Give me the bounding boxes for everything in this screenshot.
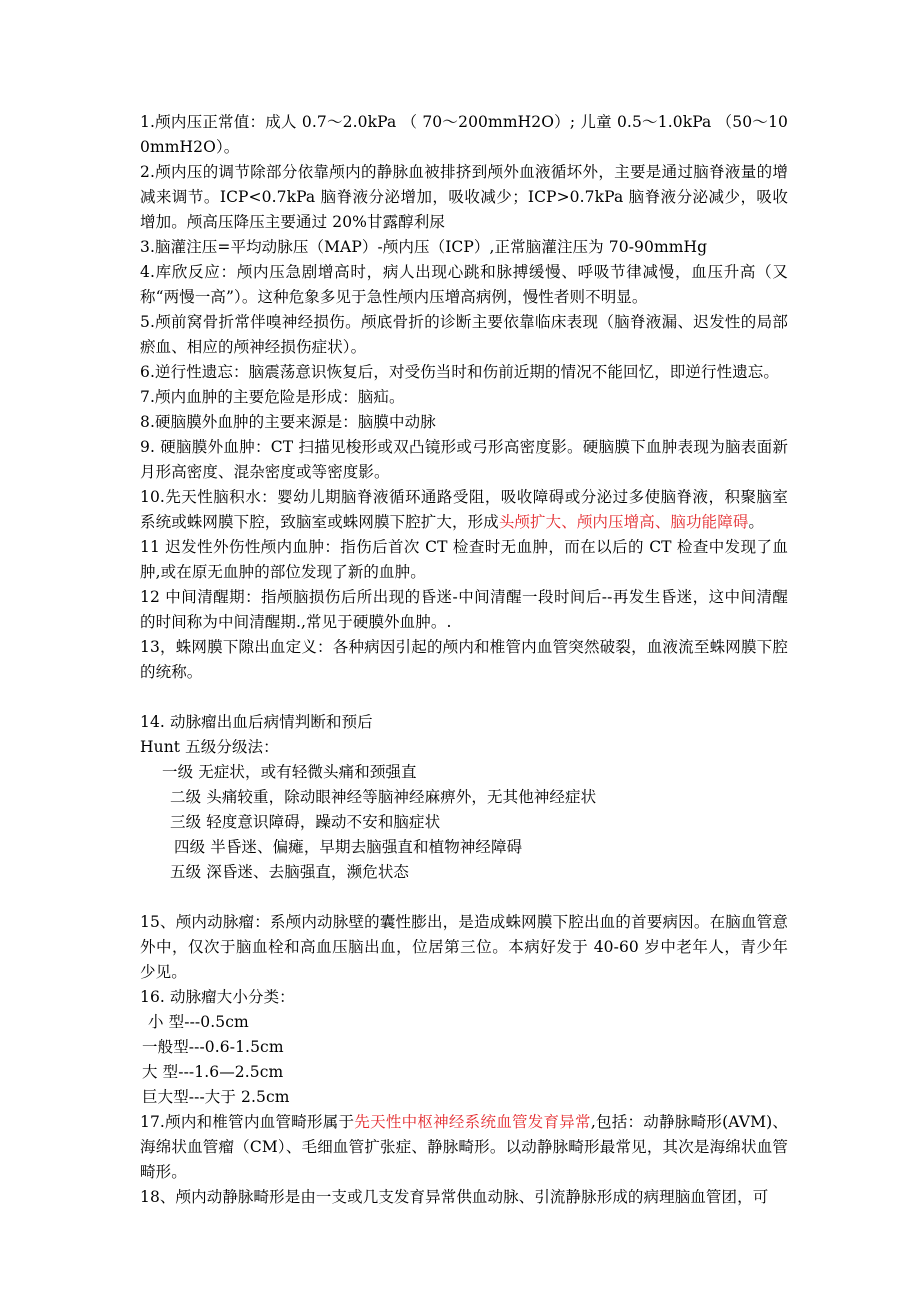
paragraph-11: 11 迟发性外伤性颅内血肿：指伤后首次 CT 检查时无血肿，而在以后的 CT 检查中发现了血肿,或在原无血肿的部位发现了新的血肿。 — [140, 538, 788, 581]
paragraph-7: 7.颅内血肿的主要危险是形成：脑疝。 — [140, 388, 405, 406]
hunt-title: Hunt 五级分级法： — [140, 738, 279, 756]
paragraph-4: 4.库欣反应：颅内压急剧增高时，病人出现心跳和脉搏缓慢、呼吸节律减慢，血压升高（又称“两慢一高”）。这种危象多见于急性颅内压增高病例，慢性者则不明显。 — [140, 263, 788, 306]
paragraph-8: 8.硬脑膜外血肿的主要来源是：脑膜中动脉 — [140, 413, 436, 431]
paragraph-10-text: 10.先天性脑积水：婴幼儿期脑脊液循环通路受阻，吸收障碍或分泌过多使脑脊液，积聚脑室系统或蛛网膜下腔，致脑室或蛛网膜下腔扩大，形成 — [140, 488, 788, 531]
size-giant: 巨大型---大于 2.5cm — [142, 1088, 290, 1106]
paragraph-16: 16. 动脉瘤大小分类： — [140, 988, 295, 1006]
paragraph-18: 18、颅内动静脉畸形是由一支或几支发育异常供血动脉、引流静脉形成的病理脑血管团，可 — [140, 1188, 769, 1206]
paragraph-17-highlight: 先天性中枢神经系统血管发育异常 — [354, 1113, 591, 1131]
hunt-level-1: 一级 无症状，或有轻微头痛和颈强直 — [162, 763, 417, 781]
paragraph-10-highlight: 头颅扩大、颅内压增高、脑功能障碍 — [498, 513, 749, 531]
paragraph-17 — [140, 1110, 788, 1185]
hunt-level-5: 五级 深昏迷、去脑强直，濒危状态 — [170, 863, 410, 881]
paragraph-10-end: 。 — [748, 513, 765, 531]
document-page — [140, 110, 788, 1210]
blank-line — [140, 885, 788, 910]
paragraph-12: 12 中间清醒期：指颅脑损伤后所出现的昏迷-中间清醒一段时间后--再发生昏迷，这中间清醒的时间称为中间清醒期.,常见于硬膜外血肿。. — [140, 588, 788, 631]
hunt-level-2: 二级 头痛较重，除动眼神经等脑神经麻痹外，无其他神经症状 — [170, 788, 597, 806]
paragraph-1: 1.颅内压正常值：成人 0.7～2.0kPa （ 70～200mmH2O）; 儿童 0.5～1.0kPa （50～100mmH2O）。 — [140, 113, 788, 156]
size-large: 大 型---1.6—2.5cm — [142, 1063, 284, 1081]
size-small: 小 型---0.5cm — [148, 1013, 249, 1031]
blank-line — [140, 685, 788, 710]
size-medium: 一般型---0.6-1.5cm — [142, 1038, 284, 1056]
paragraph-10 — [140, 485, 788, 535]
paragraph-6: 6.逆行性遗忘：脑震荡意识恢复后，对受伤当时和伤前近期的情况不能回忆，即逆行性遗忘。 — [140, 363, 779, 381]
paragraph-15: 15、颅内动脉瘤：系颅内动脉壁的囊性膨出，是造成蛛网膜下腔出血的首要病因。在脑血管意外中，仅次于脑血栓和高血压脑出血，位居第三位。本病好发于 40-60 岁中老年人，青少年少见。 — [140, 913, 788, 981]
paragraph-14: 14. 动脉瘤出血后病情判断和预后 — [140, 713, 373, 731]
paragraph-13: 13，蛛网膜下隙出血定义：各种病因引起的颅内和椎管内血管突然破裂，血液流至蛛网膜下腔的统称。 — [140, 638, 788, 681]
paragraph-3: 3.脑灌注压=平均动脉压（MAP）-颅内压（ICP）,正常脑灌注压为 70-90mmHg — [140, 238, 708, 256]
paragraph-17-text: 17.颅内和椎管内血管畸形属于 — [140, 1113, 355, 1131]
paragraph-17-rest: ,包括：动静脉畸形(AVM)、海绵状血管瘤（CM）、毛细血管扩张症、静脉畸形。以动静脉畸形最常见，其次是海绵状血管畸形。 — [140, 1113, 788, 1181]
paragraph-2: 2.颅内压的调节除部分依靠颅内的静脉血被排挤到颅外血液循坏外，主要是通过脑脊液量的增减来调节。ICP<0.7kPa 脑脊液分泌增加，吸收减少；ICP>0.7kPa 脑脊液分泌减少，吸收增加。颅高压降压主要通过 20%甘露醇利尿 — [140, 163, 788, 231]
hunt-level-4: 四级 半昏迷、偏瘫，早期去脑强直和植物神经障碍 — [174, 838, 523, 856]
paragraph-9: 9. 硬脑膜外血肿：CT 扫描见梭形或双凸镜形或弓形高密度影。硬脑膜下血肿表现为脑表面新月形高密度、混杂密度或等密度影。 — [140, 438, 788, 481]
paragraph-5: 5.颅前窝骨折常伴嗅神经损伤。颅底骨折的诊断主要依靠临床表现（脑脊液漏、迟发性的局部瘀血、相应的颅神经损伤症状）。 — [140, 313, 788, 356]
hunt-level-3: 三级 轻度意识障碍，躁动不安和脑症状 — [170, 813, 441, 831]
